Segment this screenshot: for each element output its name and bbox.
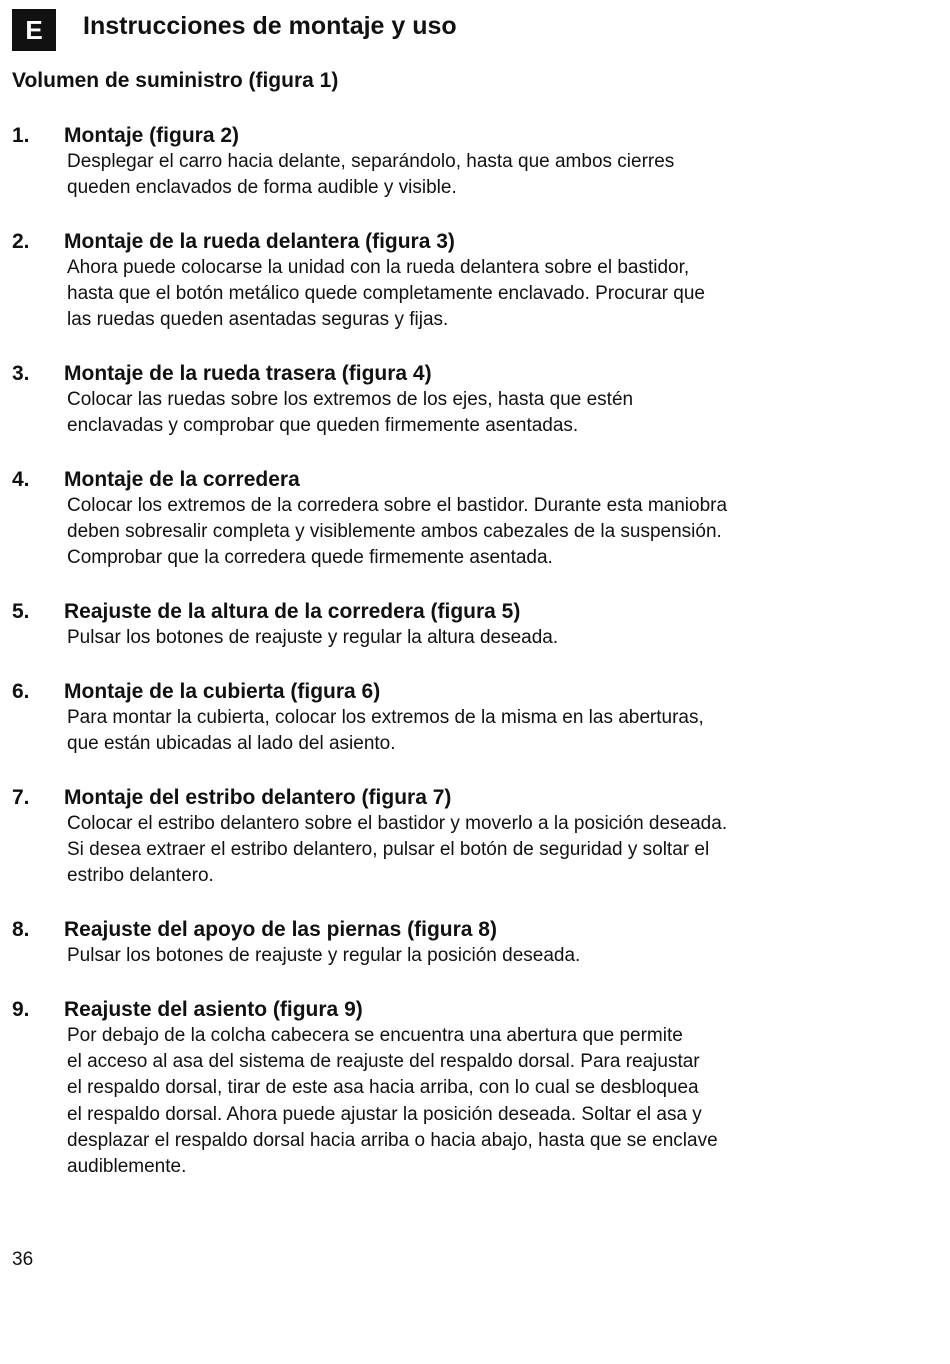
text-line: audiblemente. bbox=[67, 1156, 187, 1178]
section-number: 3. bbox=[12, 362, 30, 385]
section-text bbox=[67, 705, 842, 757]
section-number: 7. bbox=[12, 786, 30, 809]
section-1 bbox=[12, 123, 842, 201]
section-text bbox=[67, 1023, 842, 1180]
section-title: Montaje del estribo delantero (figura 7) bbox=[64, 786, 452, 809]
text-line: Pulsar los botones de reajuste y regular la altura deseada. bbox=[67, 627, 559, 648]
section-heading bbox=[12, 917, 842, 943]
text-line: deben sobresalir completa y visiblemente ambos cabezales de la suspensión. bbox=[67, 521, 722, 543]
page-title: Instrucciones de montaje y uso bbox=[83, 12, 457, 40]
section-text bbox=[67, 149, 842, 201]
section-title: Montaje de la corredera bbox=[64, 468, 300, 491]
section-title: Montaje (figura 2) bbox=[64, 124, 240, 147]
section-7 bbox=[12, 785, 842, 890]
section-title: Reajuste del asiento (figura 9) bbox=[64, 998, 363, 1021]
text-line: Por debajo de la colcha cabecera se encuentra una abertura que permite bbox=[67, 1025, 683, 1046]
section-9 bbox=[12, 997, 842, 1180]
section-text bbox=[67, 493, 842, 572]
text-line: el acceso al asa del sistema de reajuste del respaldo dorsal. Para reajustar bbox=[67, 1051, 700, 1073]
section-6 bbox=[12, 679, 842, 757]
language-badge: E bbox=[12, 9, 56, 51]
section-title: Reajuste del apoyo de las piernas (figura 8) bbox=[64, 918, 497, 941]
section-heading bbox=[12, 997, 842, 1023]
text-line: que están ubicadas al lado del asiento. bbox=[67, 733, 396, 755]
section-number: 1. bbox=[12, 124, 30, 147]
text-line: Colocar los extremos de la corredera sobre el bastidor. Durante esta maniobra bbox=[67, 495, 728, 516]
section-text bbox=[67, 255, 842, 334]
section-number: 4. bbox=[12, 468, 30, 491]
delivery-scope-heading: Volumen de suministro (figura 1) bbox=[12, 69, 339, 92]
text-line: queden enclavados de forma audible y visible. bbox=[67, 177, 457, 199]
text-line: Pulsar los botones de reajuste y regular la posición deseada. bbox=[67, 945, 581, 966]
section-number: 6. bbox=[12, 680, 30, 703]
section-text bbox=[67, 387, 842, 439]
section-number: 2. bbox=[12, 230, 30, 253]
text-line: Desplegar el carro hacia delante, separándolo, hasta que ambos cierres bbox=[67, 151, 675, 172]
section-title: Montaje de la cubierta (figura 6) bbox=[64, 680, 381, 703]
section-heading bbox=[12, 361, 842, 387]
section-title: Reajuste de la altura de la corredera (figura 5) bbox=[64, 600, 521, 623]
text-line: estribo delantero. bbox=[67, 865, 214, 887]
section-title: Montaje de la rueda trasera (figura 4) bbox=[64, 362, 432, 385]
text-line: desplazar el respaldo dorsal hacia arriba o hacia abajo, hasta que se enclave bbox=[67, 1129, 718, 1151]
text-line: enclavadas y comprobar que queden firmemente asentadas. bbox=[67, 415, 579, 437]
text-line: hasta que el botón metálico quede completamente enclavado. Procurar que bbox=[67, 283, 705, 305]
section-2 bbox=[12, 229, 842, 334]
section-heading bbox=[12, 229, 842, 255]
section-4 bbox=[12, 467, 842, 572]
section-3 bbox=[12, 361, 842, 439]
text-line: Colocar las ruedas sobre los extremos de los ejes, hasta que estén bbox=[67, 389, 634, 410]
section-heading bbox=[12, 123, 842, 149]
section-number: 5. bbox=[12, 600, 30, 623]
section-heading bbox=[12, 679, 842, 705]
text-line: las ruedas queden asentadas seguras y fijas. bbox=[67, 309, 449, 331]
section-heading bbox=[12, 467, 842, 493]
text-line: el respaldo dorsal, tirar de este asa hacia arriba, con lo cual se desbloquea bbox=[67, 1077, 699, 1099]
text-line: Colocar el estribo delantero sobre el bastidor y moverlo a la posición deseada. bbox=[67, 813, 728, 834]
page-number: 36 bbox=[12, 1249, 34, 1270]
section-text bbox=[67, 625, 842, 651]
section-number: 8. bbox=[12, 918, 30, 941]
section-8 bbox=[12, 917, 842, 969]
section-text bbox=[67, 943, 842, 969]
section-title: Montaje de la rueda delantera (figura 3) bbox=[64, 230, 455, 253]
section-5 bbox=[12, 599, 842, 651]
text-line: Ahora puede colocarse la unidad con la rueda delantera sobre el bastidor, bbox=[67, 257, 690, 278]
text-line: Si desea extraer el estribo delantero, pulsar el botón de seguridad y soltar el bbox=[67, 839, 710, 861]
section-heading bbox=[12, 599, 842, 625]
section-number: 9. bbox=[12, 998, 30, 1021]
text-line: Para montar la cubierta, colocar los extremos de la misma en las aberturas, bbox=[67, 707, 704, 728]
text-line: el respaldo dorsal. Ahora puede ajustar la posición deseada. Soltar el asa y bbox=[67, 1103, 702, 1125]
section-heading bbox=[12, 785, 842, 811]
section-text bbox=[67, 811, 842, 890]
text-line: Comprobar que la corredera quede firmemente asentada. bbox=[67, 547, 553, 569]
